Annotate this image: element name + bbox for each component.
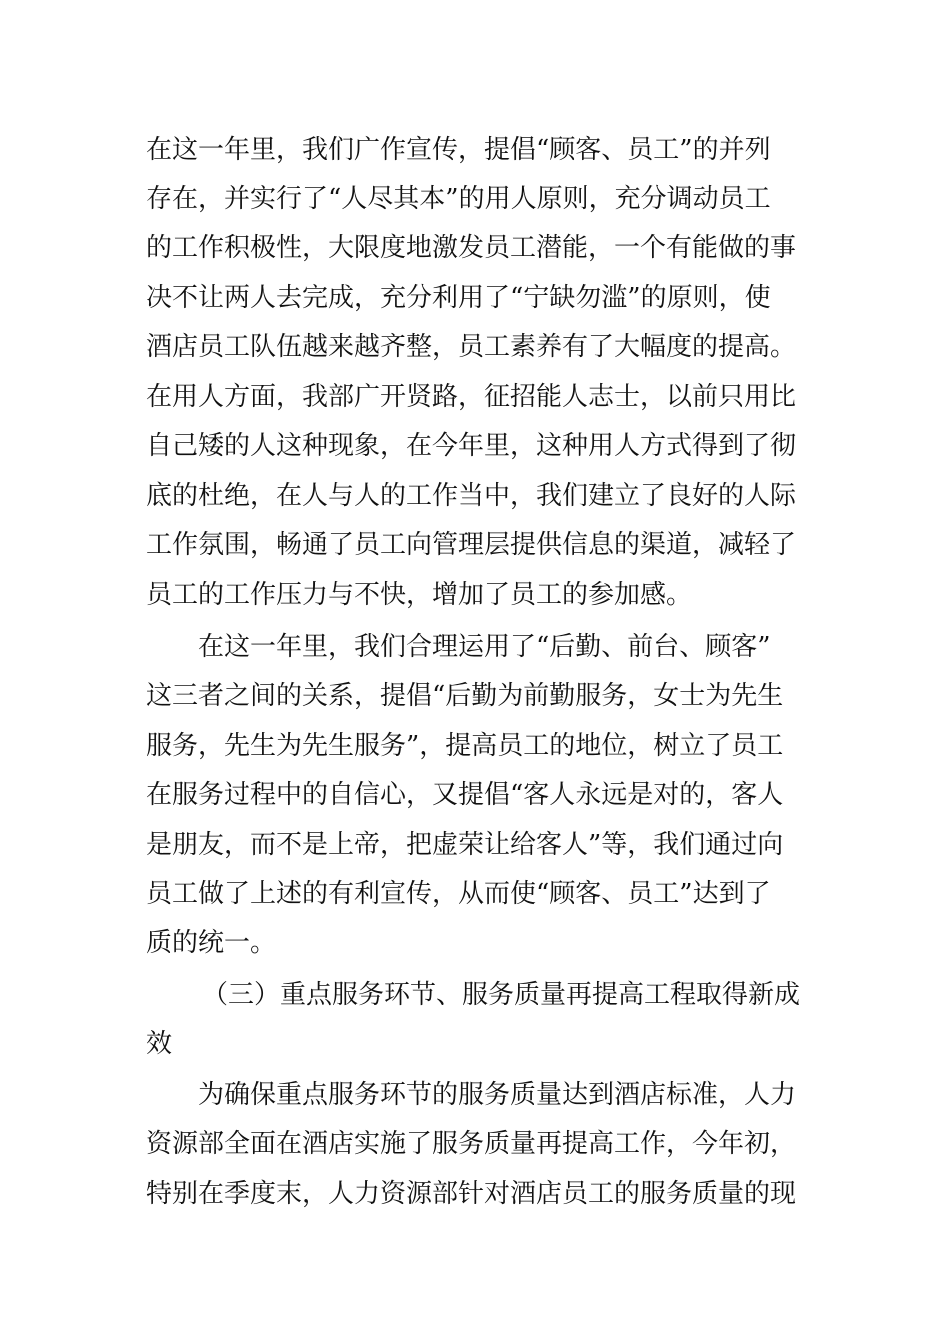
text-line: 工作氛围，畅通了员工向管理层提供信息的渠道，减轻了: [146, 530, 797, 560]
text-line: 是朋友，而不是上帝，把虚荣让给客人”等，我们通过向: [146, 830, 784, 860]
section-heading-line: （三）重点服务环节、服务质量再提高工程取得新成: [202, 980, 801, 1010]
paragraph-first-line: 在这一年里，我们合理运用了“后勤、前台、顾客”: [198, 632, 771, 662]
text-line: 底的杜绝，在人与人的工作当中，我们建立了良好的人际: [146, 481, 797, 511]
text-line: 酒店员工队伍越来越齐整，员工素养有了大幅度的提高。: [146, 332, 797, 362]
text-line: 的工作积极性，大限度地激发员工潜能，一个有能做的事: [146, 233, 797, 263]
text-line: 在用人方面，我部广开贤路，征招能人志士，以前只用比: [146, 382, 797, 412]
text-line: 质的统一。: [146, 928, 277, 958]
paragraph-first-line: 为确保重点服务环节的服务质量达到酒店标准，人力: [198, 1080, 797, 1110]
text-line: 在这一年里，我们广作宣传，提倡“顾客、员工”的并列: [146, 135, 771, 165]
text-line: 存在，并实行了“人尽其本”的用人原则，充分调动员工: [146, 184, 771, 214]
text-line: 员工做了上述的有利宣传，从而使“顾客、员工”达到了: [146, 879, 771, 909]
text-line: 服务，先生为先生服务”，提高员工的地位，树立了员工: [146, 731, 784, 761]
text-line: 这三者之间的关系，提倡“后勤为前勤服务，女士为先生: [146, 681, 784, 711]
section-heading-continuation: 效: [146, 1029, 173, 1059]
text-line: 特别在季度末，人力资源部针对酒店员工的服务质量的现: [146, 1179, 797, 1209]
text-line: 决不让两人去完成，充分利用了“宁缺勿滥”的原则，使: [146, 283, 771, 313]
text-line: 资源部全面在酒店实施了服务质量再提高工作，今年初，: [146, 1129, 797, 1159]
text-line: 自己矮的人这种现象，在今年里，这种用人方式得到了彻: [146, 431, 797, 461]
text-line: 员工的工作压力与不快，增加了员工的参加感。: [146, 580, 693, 610]
text-line: 在服务过程中的自信心，又提倡“客人永远是对的，客人: [146, 780, 784, 810]
